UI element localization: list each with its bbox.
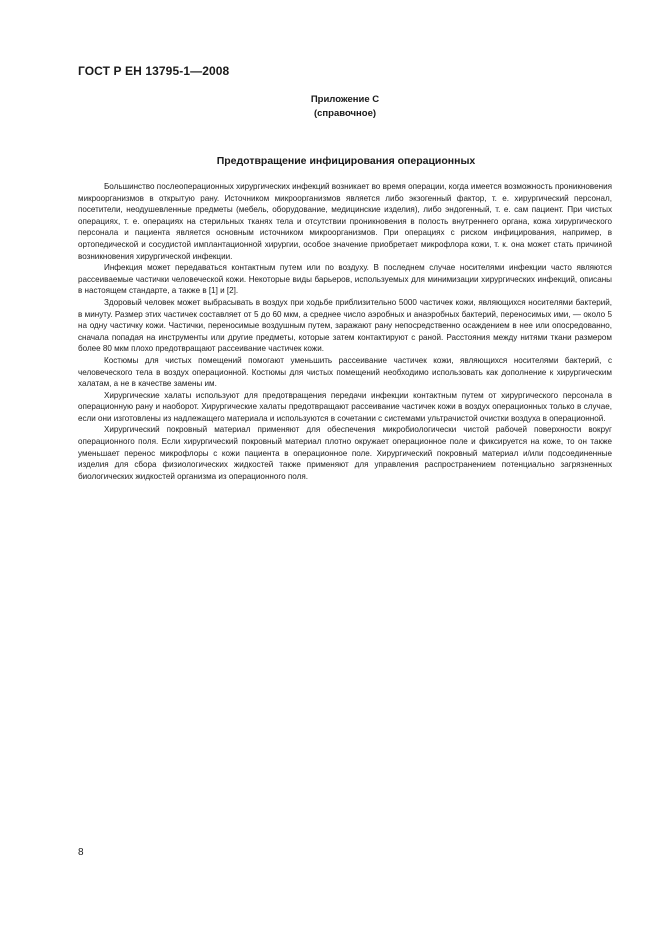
paragraph: Инфекция может передаваться контактным путем или по воздуху. В последнем случае носителями инфекции часто являются рассеиваемые частички человеческой кожи. Некоторые виды барьеров, используемых для минимизации хирургических инфекций, описаны в настоящем стандарте, а также в [1] и [2]. [78, 263, 612, 296]
annex-heading [240, 93, 450, 121]
paragraph: Хирургический покровный материал применяют для обеспечения микробиологически чистой рабочей поверхности вокруг операционного поля. Если хирургический покровный материал плотно окружает операционное поле и фиксируется на коже, то он также уменьшает перенос микрофлоры с кожи пациента в операционное поле. Хирургический покровный материал и/или подсоединенные изделия для сбора физиологических жидкостей также применяют для управления распространением потенциально загрязненных биологических жидкостей организма из операционного поля. [78, 425, 612, 481]
paragraph: Здоровый человек может выбрасывать в воздух при ходьбе приблизительно 5000 частичек кожи, являющихся носителями бактерий, в минуту. Размер этих частичек составляет от 5 до 60 мкм, а среднее число аэробных и анаэробных бактерий, переносимых ими, — около 5 на одну частичку кожи. Частички, переносимые воздушным путем, заражают рану непосредственно осаждением в нее или опосредованно, сначала попадая на инструменты или другие предметы, которые затем контактируют с раной. Расстояния между нитями ткани размером более 80 мкм плохо предотвращают рассеивание частичек кожи. [78, 297, 612, 354]
paragraph: Хирургические халаты используют для предотвращения передачи инфекции контактным путем от хирургического персонала в операционную рану и наоборот. Хирургические халаты предотвращают рассеивание частичек кожи в воздух операционных только в случае, если они изготовлены из надлежащего материала и используются в сочетании с системами ультрачистой очистки воздуха в операционной. [78, 390, 612, 423]
paragraph: Костюмы для чистых помещений помогают уменьшить рассеивание частичек кожи, являющихся носителями бактерий, с человеческого тела в воздух операционной. Костюмы для чистых помещений необходимо использовать как дополнение к хирургическим халатам, а не в качестве замены им. [78, 355, 612, 389]
page-number: 8 [78, 847, 84, 858]
paragraph: Большинство послеоперационных хирургических инфекций возникает во время операции, когда имеется возможность проникновения микроорганизмов в открытую рану. Источником микроорганизмов является либо экзогенный фактор, т. е. хирургический персонал, посетители, неодушевленные предметы (мебель, оборудование, медицинские изделия), либо эндогенный, т. е. сам пациент. При чистых операциях, т. е. операциях на стерильных тканях тела и отсутствии проникновения в полость внутреннего органа, кожа хирургического персонала и пациента является основным источником микроорганизмов. При операциях с риском инфицирования, например, в ортопедической и сосудистой имплантационной хирургии, особое значение приобретает микрофлора кожи, т. к. она может стать причиной возникновения хирургической инфекции. [78, 182, 612, 261]
body-text [78, 181, 612, 482]
standard-designation: ГОСТ Р ЕН 13795-1—2008 [78, 64, 230, 78]
section-title: Предотвращение инфицирования операционных [216, 155, 476, 167]
annex-subtitle: (справочное) [313, 108, 377, 119]
annex-title: Приложение С [310, 94, 380, 105]
